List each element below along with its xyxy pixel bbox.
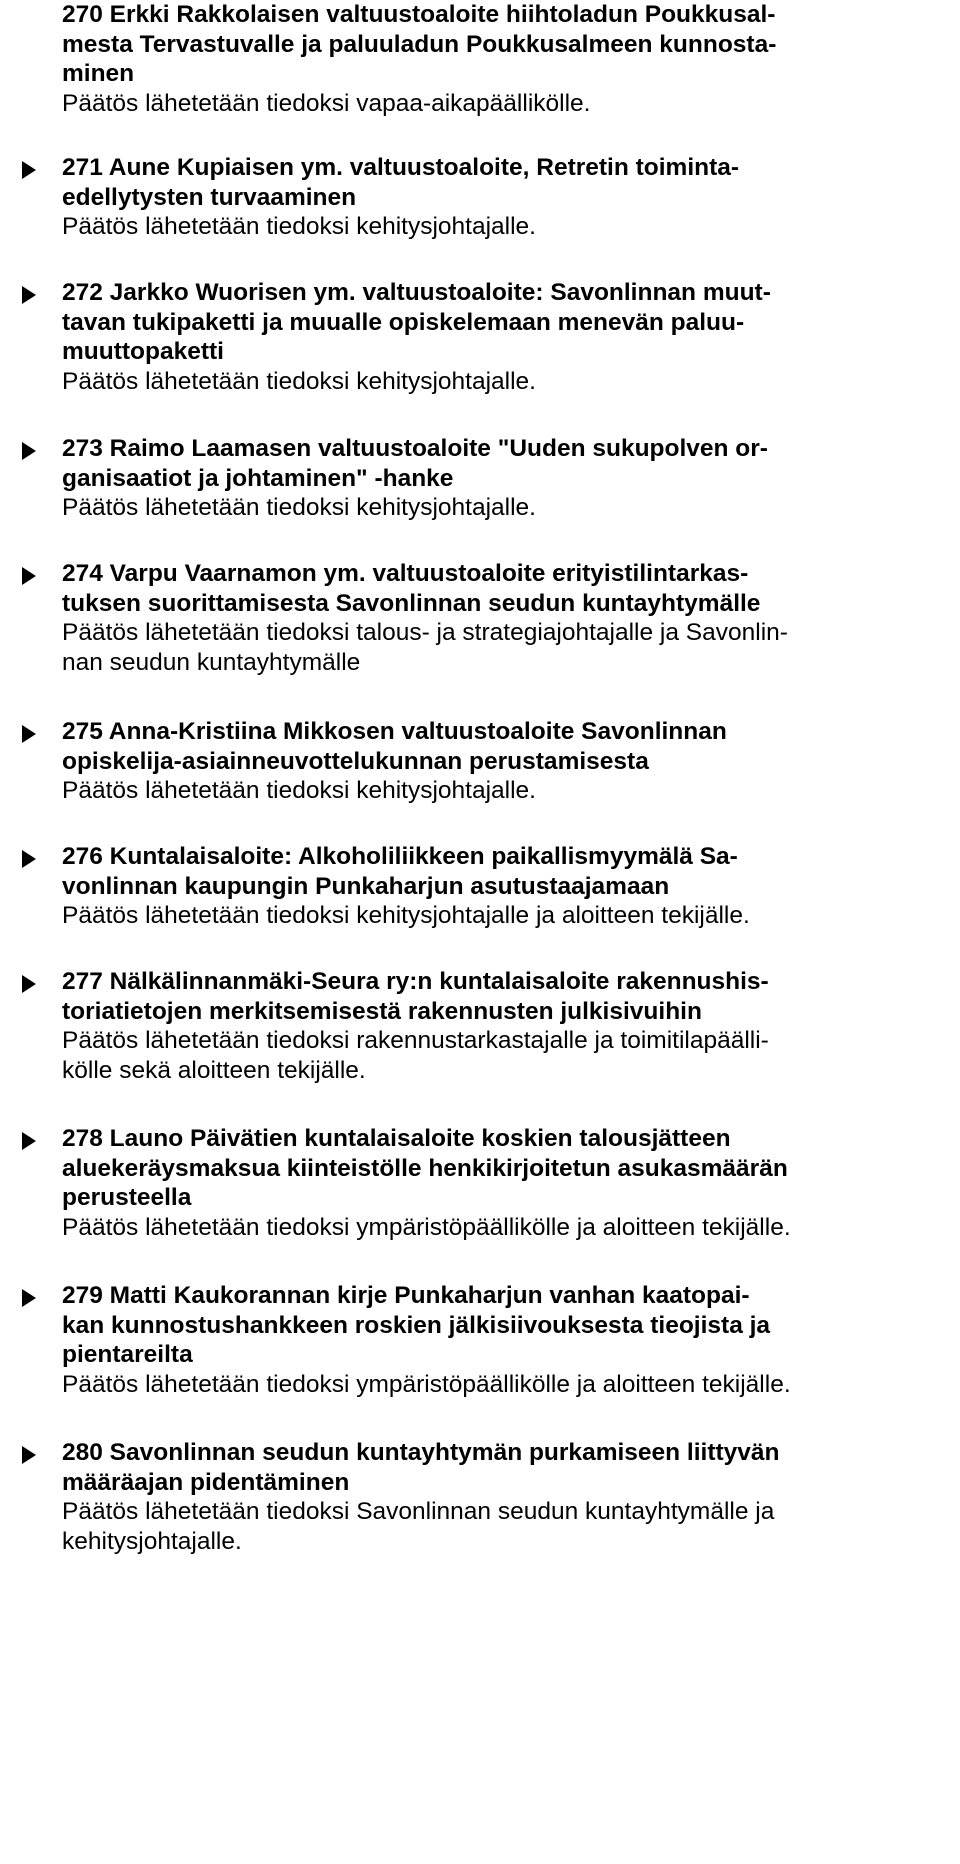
bullet-arrow-icon [22, 1446, 36, 1464]
item-decision: Päätös lähetetään tiedoksi ympäristöpäällikölle ja aloitteen tekijälle. [62, 1213, 791, 1241]
agenda-item-276 [62, 842, 952, 931]
item-decision: Päätös lähetetään tiedoksi talous- ja strategiajohtajalle ja Savonlin- nan seudun kuntayhtymälle [62, 619, 788, 676]
item-heading: 276 Kuntalaisaloite: Alkoholiliikkeen paikallismyymälä Sa- vonlinnan kaupungin Punkaharjun asutustaajamaan [62, 843, 738, 900]
item-heading: 273 Raimo Laamasen valtuustoaloite "Uuden sukupolven or- ganisaatiot ja johtaminen" -hanke [62, 435, 768, 492]
bullet-arrow-icon [22, 1289, 36, 1307]
agenda-item-272 [62, 278, 952, 396]
item-decision: Päätös lähetetään tiedoksi kehitysjohtajalle ja aloitteen tekijälle. [62, 902, 750, 929]
item-decision: Päätös lähetetään tiedoksi rakennustarkastajalle ja toimitilapäälli- kölle sekä aloitteen tekijälle. [62, 1027, 769, 1084]
item-heading: 272 Jarkko Wuorisen ym. valtuustoaloite: Savonlinnan muut- tavan tukipaketti ja muualle opiskelemaan menevän paluu- muuttopaketti [62, 279, 771, 365]
agenda-item-271 [62, 153, 952, 242]
item-heading: 275 Anna-Kristiina Mikkosen valtuustoaloite Savonlinnan opiskelija-asiainneuvottelukunnan perustamisesta [62, 718, 727, 775]
item-heading: 271 Aune Kupiaisen ym. valtuustoaloite, Retretin toiminta- edellytysten turvaaminen [62, 154, 740, 211]
bullet-arrow-icon [22, 1132, 36, 1150]
item-decision: Päätös lähetetään tiedoksi ympäristöpäällikölle ja aloitteen tekijälle. [62, 1370, 791, 1398]
agenda-item-277 [62, 967, 952, 1085]
agenda-item-270 [62, 0, 952, 118]
item-heading: 279 Matti Kaukorannan kirje Punkaharjun vanhan kaatopai- kan kunnostushankkeen roskien jälkisiivouksesta tieojista ja pientareilta [62, 1282, 771, 1368]
item-decision: Päätös lähetetään tiedoksi Savonlinnan seudun kuntayhtymälle ja kehitysjohtajalle. [62, 1498, 775, 1555]
item-heading: 270 Erkki Rakkolaisen valtuustoaloite hiihtoladun Poukkusal- mesta Tervastuvalle ja paluuladun Poukkusalmeen kunnosta- minen [62, 1, 777, 87]
item-heading: 278 Launo Päivätien kuntalaisaloite koskien talousjätteen aluekeräysmaksua kiinteistölle henkikirjoitetun asukasmäärän perusteella [62, 1125, 788, 1211]
item-decision: Päätös lähetetään tiedoksi kehitysjohtajalle. [62, 777, 536, 804]
bullet-arrow-icon [22, 286, 36, 304]
bullet-arrow-icon [22, 442, 36, 460]
item-heading: 277 Nälkälinnanmäki-Seura ry:n kuntalaisaloite rakennushis- toriatietojen merkitsemisestä rakennusten julkisivuihin [62, 968, 769, 1025]
item-decision: Päätös lähetetään tiedoksi kehitysjohtajalle. [62, 494, 536, 521]
bullet-arrow-icon [22, 850, 36, 868]
agenda-item-273 [62, 434, 952, 523]
bullet-arrow-icon [22, 567, 36, 585]
bullet-arrow-icon [22, 161, 36, 179]
bullet-arrow-icon [22, 975, 36, 993]
item-decision: Päätös lähetetään tiedoksi kehitysjohtajalle. [62, 213, 536, 240]
agenda-item-278 [62, 1124, 952, 1242]
item-heading: 274 Varpu Vaarnamon ym. valtuustoaloite erityistilintarkas- tuksen suorittamisesta Savonlinnan seudun kuntayhtymälle [62, 560, 761, 617]
agenda-item-275 [62, 717, 952, 806]
item-decision: Päätös lähetetään tiedoksi vapaa-aikapäällikölle. [62, 89, 591, 117]
agenda-item-280 [62, 1438, 952, 1556]
agenda-item-274 [62, 559, 952, 677]
agenda-item-279 [62, 1281, 952, 1399]
item-heading: 280 Savonlinnan seudun kuntayhtymän purkamiseen liittyvän määräajan pidentäminen [62, 1439, 780, 1496]
bullet-arrow-icon [22, 725, 36, 743]
item-decision: Päätös lähetetään tiedoksi kehitysjohtajalle. [62, 367, 536, 395]
